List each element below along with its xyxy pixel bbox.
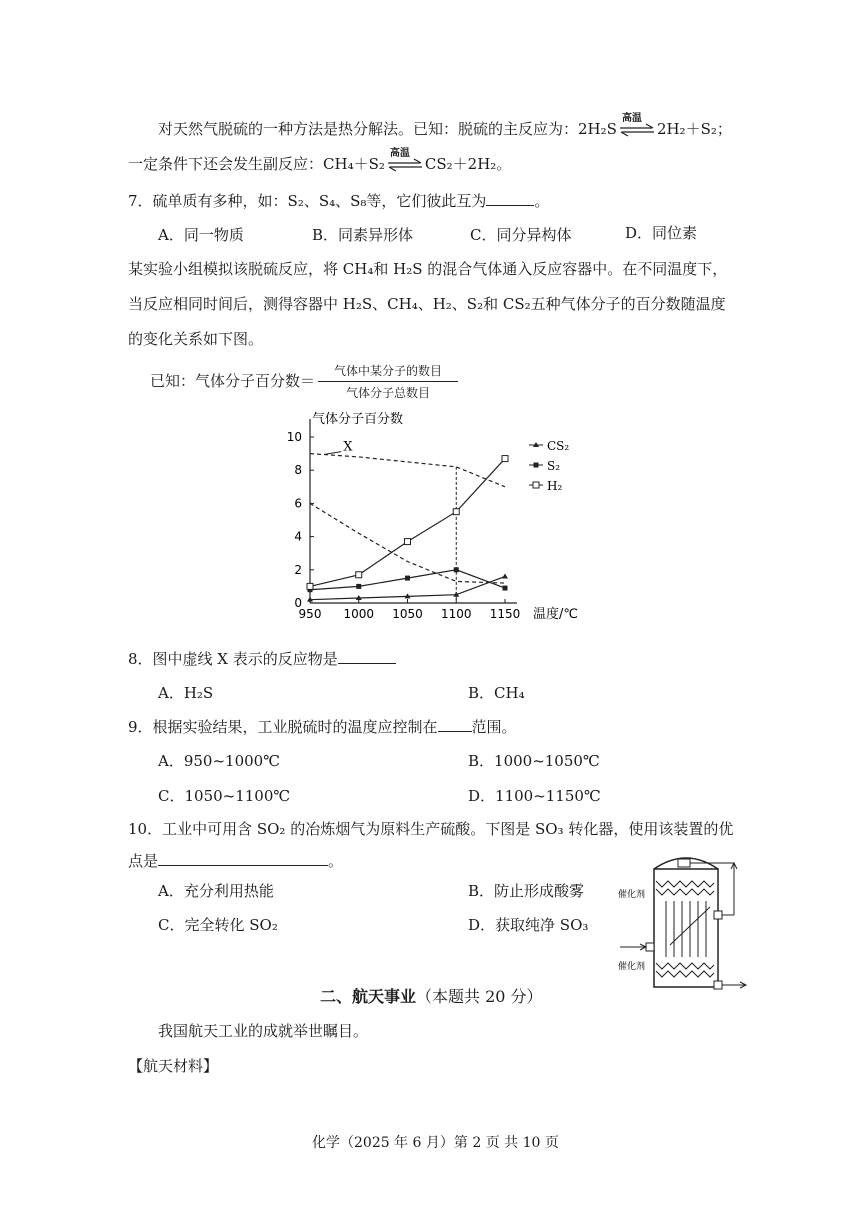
- x-tick-label: 950: [298, 607, 322, 621]
- q10-stem: 10．工业中可用含 SO₂ 的冶炼烟气为原料生产硫酸。下图是 SO₃ 转化器，使用该装置的优: [128, 820, 734, 838]
- y-axis-label: 气体分子百分数: [312, 412, 404, 427]
- q10-option-b[interactable]: B．防止形成酸雾: [468, 882, 585, 900]
- legend-marker: [533, 482, 539, 488]
- q7-option-d[interactable]: D．同位素: [625, 224, 698, 242]
- section-intro: 我国航天工业的成就举世瞩目。: [158, 1022, 369, 1040]
- curve-x-label: X: [343, 439, 353, 455]
- s2-point: [405, 576, 410, 581]
- cs2-point: [502, 573, 508, 578]
- q9-option-b[interactable]: B．1000~1050℃: [468, 752, 600, 770]
- legend-marker: [534, 463, 539, 468]
- q7-option-c[interactable]: C．同分异构体: [470, 226, 572, 244]
- formula-prefix: 已知：气体分子百分数＝: [150, 372, 316, 390]
- main-reaction-rhs: 2H₂＋S₂；: [656, 120, 732, 138]
- experiment-line-1: 某实验小组模拟该脱硫反应，将 CH₄和 H₂S 的混合气体通入反应容器中。在不同温度下，: [128, 260, 728, 278]
- reaction-condition: 高温: [621, 113, 642, 124]
- q9-option-a[interactable]: A．950~1000℃: [158, 752, 280, 770]
- s2-point: [503, 586, 508, 591]
- experiment-line-2: 当反应相同时间后，测得容器中 H₂S、CH₄、H₂、S₂和 CS₂五种气体分子的百分数随温度: [128, 295, 726, 313]
- q10-option-d[interactable]: D．获取纯净 SO₃: [468, 916, 589, 934]
- answer-blank[interactable]: [486, 191, 534, 206]
- x-axis-label: 温度/℃: [533, 607, 578, 622]
- reaction-condition: 高温: [389, 148, 410, 159]
- q8-option-b[interactable]: B．CH₄: [468, 684, 525, 702]
- answer-blank[interactable]: [438, 717, 472, 732]
- formula-numerator: 气体中某分子的数目: [333, 364, 442, 378]
- fraction-bar: [318, 381, 458, 382]
- q10-option-c[interactable]: C．完全转化 SO₂: [158, 916, 278, 934]
- catalyst-label-top: 催化剂: [618, 890, 646, 900]
- q7-option-a[interactable]: A．同一物质: [158, 226, 244, 244]
- q7-option-b[interactable]: B．同素异形体: [312, 226, 414, 244]
- q9-stem: 9．根据实验结果，工业脱硫时的温度应控制在 范围。: [128, 718, 517, 736]
- section-title: 二、航天事业（本题共 20 分）: [320, 987, 543, 1006]
- x-tick-label: 1000: [343, 607, 375, 621]
- intro-line-1: 对天然气脱硫的一种方法是热分解法。已知：脱硫的主反应为：2H₂S 高温 2H₂＋S₂；: [158, 118, 732, 139]
- q8-option-a[interactable]: A．H₂S: [158, 684, 214, 702]
- series-line-2: [310, 459, 505, 587]
- page-footer: 化学（2025 年 6 月）第 2 页 共 10 页: [312, 1135, 559, 1151]
- h2-point: [405, 539, 411, 545]
- q9-option-c[interactable]: C．1050~1100℃: [158, 787, 291, 805]
- main-reaction-lhs: 2H₂S: [578, 120, 617, 138]
- experiment-line-3: 的变化关系如下图。: [128, 330, 264, 348]
- y-tick-label: 0: [294, 596, 302, 610]
- formula-denominator: 气体分子总数目: [345, 386, 430, 400]
- h2-point: [453, 509, 459, 515]
- y-tick-label: 8: [294, 463, 302, 478]
- answer-blank[interactable]: [158, 851, 328, 866]
- s2-point: [454, 567, 459, 572]
- x-tick-label: 1100: [440, 607, 472, 621]
- intro-line-2: 一定条件下还会发生副反应：CH₄＋S₂ 高温 CS₂＋2H₂。: [128, 153, 511, 174]
- answer-blank[interactable]: [338, 649, 396, 664]
- q7-stem: 7．硫单质有多种，如：S₂、S₄、S₈等，它们彼此互为 。: [128, 192, 550, 210]
- reversible-arrow-icon: [386, 148, 424, 173]
- legend-label: H₂: [547, 479, 563, 493]
- q8-stem: 8．图中虚线 X 表示的反应物是: [128, 648, 396, 669]
- h2-point: [356, 572, 362, 578]
- y-tick-label: 10: [286, 430, 302, 444]
- h2-point: [307, 583, 313, 589]
- s2-point: [356, 584, 361, 589]
- formula-fraction: [318, 362, 458, 401]
- so3-converter-diagram: [610, 845, 750, 995]
- percentage-vs-temperature-chart: [270, 405, 600, 630]
- side-reaction-rhs: CS₂＋2H₂。: [424, 155, 512, 173]
- legend-label: S₂: [547, 459, 561, 473]
- y-tick-label: 6: [294, 496, 302, 511]
- x-tick-label: 1050: [392, 607, 423, 621]
- q9-option-d[interactable]: D．1100~1150℃: [468, 787, 601, 805]
- h2-point: [502, 456, 508, 462]
- y-tick-label: 4: [294, 529, 302, 544]
- q10-stem-2: 点是 。: [128, 852, 344, 870]
- reversible-arrow-icon: [618, 113, 656, 138]
- legend-label: CS₂: [547, 439, 570, 453]
- q10-option-a[interactable]: A．充分利用热能: [158, 882, 274, 900]
- annotation-leader: [325, 452, 342, 455]
- material-heading: 【航天材料】: [128, 1057, 219, 1075]
- series-line-3: [310, 454, 505, 487]
- catalyst-label-bottom: 催化剂: [618, 962, 646, 972]
- y-tick-label: 2: [294, 562, 302, 577]
- x-tick-label: 1150: [489, 607, 521, 621]
- side-reaction-lhs: CH₄＋S₂: [323, 155, 385, 173]
